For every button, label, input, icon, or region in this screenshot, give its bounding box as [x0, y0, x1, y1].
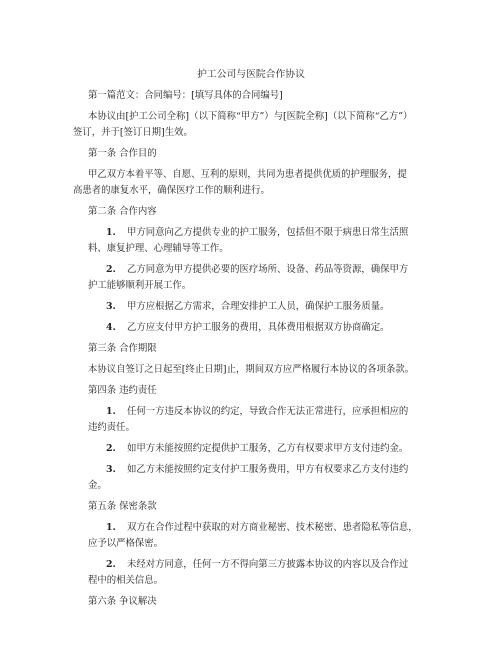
section-5-item-2-line-1: 未经对方同意，任何一方不得向第三方披露本协议的内容以及合作过 [127, 559, 409, 570]
section-4-heading: 第四条 违约责任 [88, 385, 157, 396]
section-2-item-4-number: 4. [106, 322, 116, 333]
section-5-item-1-line-1: 双方在合作过程中获取的对方商业秘密、技术秘密、患者隐私等信息， [127, 522, 418, 533]
document-subtitle: 第一篇范文：合同编号：[填写具体的合同编号] [88, 90, 283, 101]
section-5-heading: 第五条 保密条款 [88, 501, 157, 512]
section-4-item-3-line-2: 金。 [88, 480, 107, 491]
section-2-item-4-line-1: 乙方应支付甲方护工服务的费用，具体费用根据双方协商确定。 [127, 322, 390, 333]
section-5-item-1-number: 1. [106, 522, 116, 533]
section-2-item-2-number: 2. [106, 264, 116, 275]
section-5-item-1-line-2: 应予以严格保密。 [88, 538, 164, 549]
section-2-item-1-line-1: 甲方同意向乙方提供专业的护工服务，包括但不限于病患日常生活照 [127, 227, 409, 238]
section-4-item-3-line-1: 如乙方未能按照约定支付护工服务费用，甲方有权要求乙方支付违约 [127, 464, 409, 475]
section-4-item-1-number: 1. [106, 406, 116, 417]
section-5-item-2-line-2: 程中的相关信息。 [88, 575, 164, 586]
document-title: 护工公司与医院合作协议 [197, 69, 305, 80]
section-2-item-3-number: 3. [106, 301, 116, 312]
section-4-item-3-number: 3. [106, 464, 116, 475]
intro-line-1: 本协议由[护工公司全称]（以下简称“甲方”）与[医院全称]（以下简称“乙方”） [88, 111, 413, 122]
section-1-line-1: 甲乙双方本着平等、自愿、互利的原则，共同为患者提供优质的护理服务，提 [88, 169, 407, 180]
section-2-heading: 第二条 合作内容 [88, 206, 157, 217]
section-2-item-2-line-2: 护工能够顺利开展工作。 [88, 280, 192, 291]
section-4-item-1-line-1: 任何一方违反本协议的约定，导致合作无法正常进行，应承担相应的 [127, 406, 409, 417]
section-2-item-2-line-1: 乙方同意为甲方提供必要的医疗场所、设备、药品等资源，确保甲方 [127, 264, 409, 275]
section-3-line-1: 本协议自签订之日起至[终止日期]止，期间双方应严格履行本协议的各项条款。 [88, 364, 415, 375]
section-4-item-1-line-2: 违约责任。 [88, 422, 135, 433]
section-2-item-1-number: 1. [106, 227, 116, 238]
section-2-item-3-line-1: 甲方应根据乙方需求，合理安排护工人员，确保护工服务质量。 [127, 301, 390, 312]
intro-line-2: 签订，并于[签订日期]生效。 [73, 127, 193, 138]
section-1-line-2: 高患者的康复水平，确保医疗工作的顺利进行。 [73, 185, 270, 196]
section-3-heading: 第三条 合作期限 [88, 343, 157, 354]
section-5-item-2-number: 2. [106, 559, 116, 570]
section-4-item-2-line-1: 如甲方未能按照约定提供护工服务，乙方有权要求甲方支付违约金。 [127, 443, 409, 454]
section-6-heading: 第六条 争议解决 [88, 596, 157, 607]
section-4-item-2-number: 2. [106, 443, 116, 454]
section-1-heading: 第一条 合作目的 [88, 148, 157, 159]
section-2-item-1-line-2: 料、康复护理、心理辅导等工作。 [88, 243, 229, 254]
